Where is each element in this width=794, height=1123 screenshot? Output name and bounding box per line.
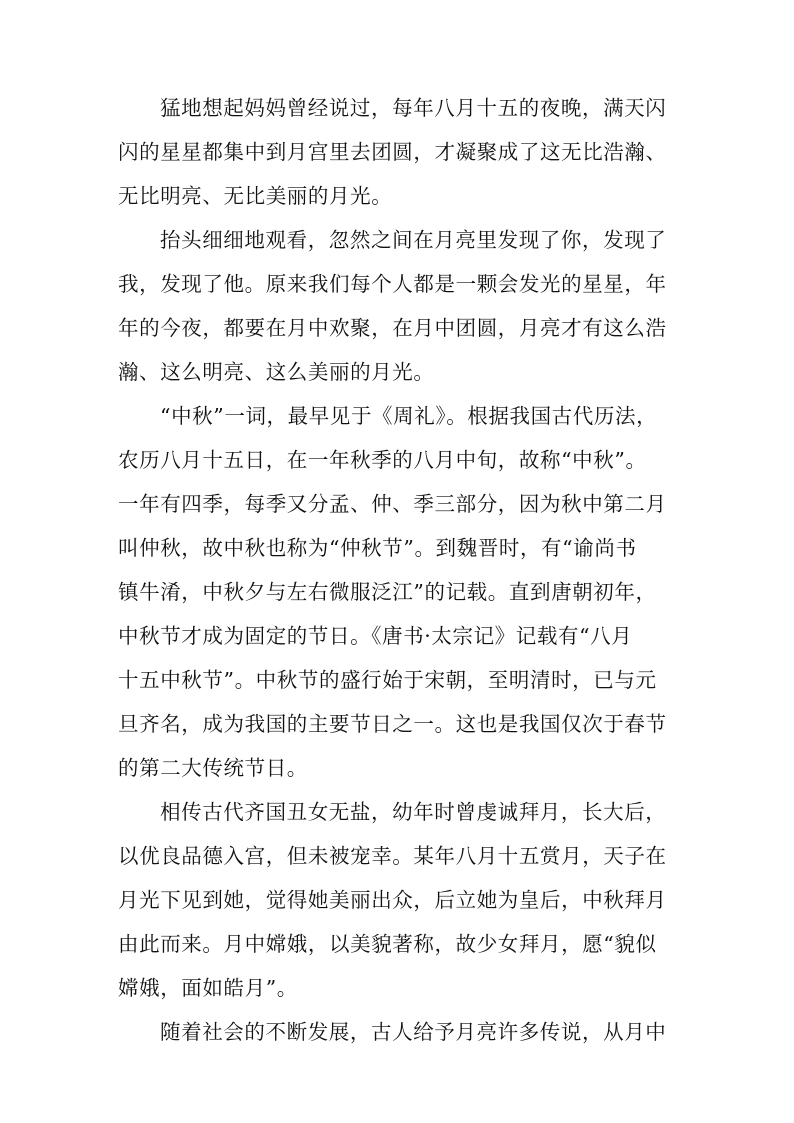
paragraph-line: 旦齐名，成为我国的主要节日之一。这也是我国仅次于春节 bbox=[118, 712, 667, 736]
paragraph-line: 相传古代齐国丑女无盐，幼年时曾虔诚拜月，长大后， bbox=[160, 800, 667, 824]
paragraph-line: 随着社会的不断发展，古人给予月亮许多传说，从月中 bbox=[160, 1020, 667, 1044]
paragraph-line: 闪的星星都集中到月宫里去团圆，才凝聚成了这无比浩瀚、 bbox=[118, 140, 667, 164]
paragraph-line: 瀚、这么明亮、这么美丽的月光。 bbox=[118, 360, 435, 384]
paragraph-line: 年的今夜，都要在月中欢聚，在月中团圆，月亮才有这么浩 bbox=[118, 316, 667, 340]
paragraph-line: 嫦娥，面如皓月”。 bbox=[118, 976, 298, 1000]
paragraph-line: 镇牛淆，中秋夕与左右微服泛江”的记载。直到唐朝初年， bbox=[118, 580, 657, 604]
paragraph-line: 我，发现了他。原来我们每个人都是一颗会发光的星星，年 bbox=[118, 272, 667, 296]
paragraph-line: 叫仲秋，故中秋也称为“仲秋节”。到魏晋时，有“谕尚书 bbox=[118, 536, 637, 560]
paragraph-line: 由此而来。月中嫦娥，以美貌著称，故少女拜月，愿“貌似 bbox=[118, 932, 657, 956]
paragraph-line: 月光下见到她，觉得她美丽出众，后立她为皇后，中秋拜月 bbox=[118, 888, 667, 912]
paragraph-line: 中秋节才成为固定的节日。《唐书·太宗记》记载有“八月 bbox=[118, 624, 633, 648]
paragraph-line: 抬头细细地观看，忽然之间在月亮里发现了你，发现了 bbox=[160, 228, 667, 252]
paragraph-line: 一年有四季，每季又分孟、仲、季三部分，因为秋中第二月 bbox=[118, 492, 667, 516]
paragraph-line: 无比明亮、无比美丽的月光。 bbox=[118, 184, 393, 208]
paragraph-line: 农历八月十五日，在一年秋季的八月中旬，故称“中秋”。 bbox=[118, 448, 647, 472]
paragraph-line: 十五中秋节”。中秋节的盛行始于宋朝，至明清时，已与元 bbox=[118, 668, 657, 692]
paragraph-line: 以优良品德入宫，但未被宠幸。某年八月十五赏月，天子在 bbox=[118, 844, 667, 868]
paragraph-line: “中秋”一词，最早见于《周礼》。根据我国古代历法， bbox=[160, 404, 658, 428]
paragraph-line: 的第二大传统节日。 bbox=[118, 756, 308, 780]
paragraph-line: 猛地想起妈妈曾经说过，每年八月十五的夜晚，满天闪 bbox=[160, 96, 667, 120]
